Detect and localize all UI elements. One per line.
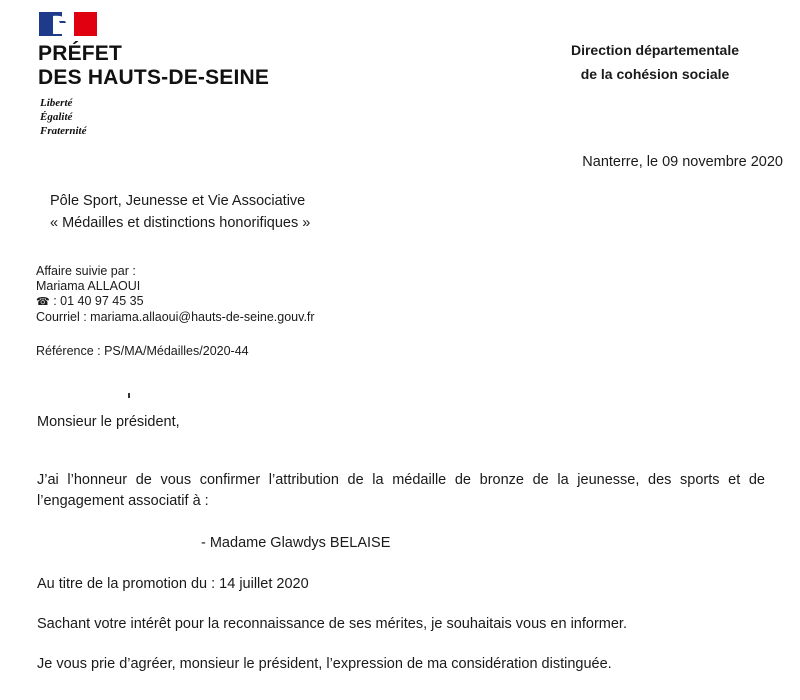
motto-egalite: Égalité xyxy=(40,111,73,123)
contact-phone: : 01 40 97 45 35 xyxy=(53,294,144,308)
contact-label: Affaire suivie par : xyxy=(36,264,136,278)
scan-mark xyxy=(128,393,130,398)
direction-line-2: de la cohésion sociale xyxy=(580,66,730,82)
reference-line: Référence : PS/MA/Médailles/2020-44 xyxy=(36,344,249,358)
pole-line-1: Pôle Sport, Jeunesse et Vie Associative xyxy=(50,193,306,209)
paragraph-information: Sachant votre intérêt pour la reconnaissance de ses mérites, je souhaitais vous en informer. xyxy=(37,616,627,632)
republic-motto xyxy=(40,96,86,138)
telephone-icon: ☎ xyxy=(36,296,50,308)
pole-line-2: « Médailles et distinctions honorifiques » xyxy=(50,215,311,231)
motto-fraternite: Fraternité xyxy=(40,125,87,137)
prefet-title xyxy=(38,42,269,90)
prefet-line-1: PRÉFET xyxy=(38,42,123,65)
prefet-line-2: DES HAUTS-DE-SEINE xyxy=(38,66,270,89)
closing-formula: Je vous prie d’agréer, monsieur le président, l’expression de ma considération distinguée. xyxy=(37,656,612,672)
motto-liberte: Liberté xyxy=(40,97,73,109)
promotion-line: Au titre de la promotion du : 14 juillet 2020 xyxy=(37,576,309,592)
letter-date: Nanterre, le 09 novembre 2020 xyxy=(582,154,783,170)
direction-line-1: Direction départementale xyxy=(570,42,740,58)
laureate-name: - Madame Glawdys BELAISE xyxy=(201,535,391,551)
contact-phone-row xyxy=(36,294,315,310)
contact-name: Mariama ALLAOUI xyxy=(36,279,141,293)
contact-block xyxy=(36,264,315,325)
contact-email: Courriel : mariama.allaoui@hauts-de-seine.gouv.fr xyxy=(36,310,315,324)
marianne-logo-icon xyxy=(39,12,97,36)
paragraph-attribution: J’ai l’honneur de vous confirmer l’attribution de la médaille de bronze de la jeunesse, des sports et de l’engagement associatif à : xyxy=(37,472,765,509)
direction-heading xyxy=(540,38,770,86)
salutation: Monsieur le président, xyxy=(37,414,180,430)
pole-block xyxy=(50,190,310,234)
